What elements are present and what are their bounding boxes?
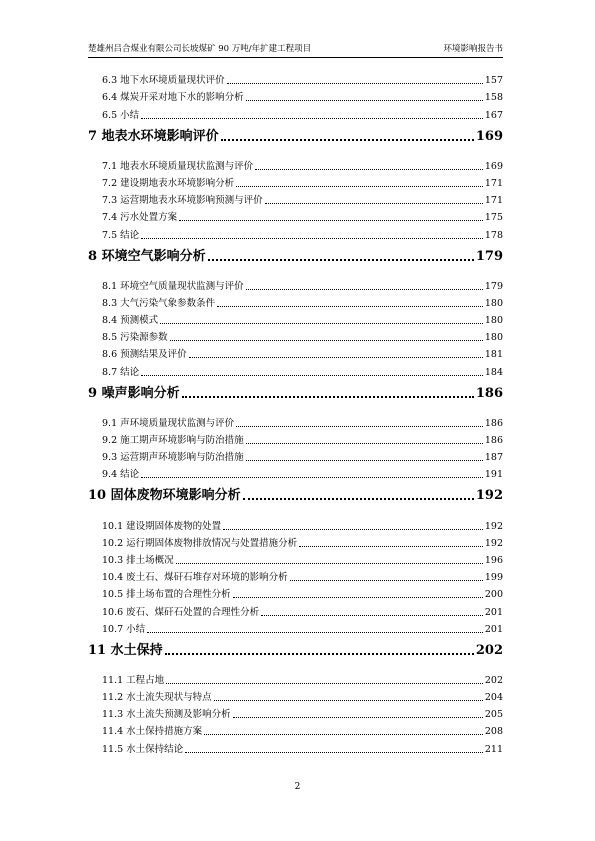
- dot-leader: [265, 203, 483, 204]
- running-header: [88, 42, 503, 58]
- toc-page-number: 211: [484, 743, 503, 755]
- toc-title: 11.5 水土保持结论: [102, 743, 184, 755]
- toc-page-number: 186: [484, 417, 503, 429]
- toc-page-number: 179: [484, 280, 503, 292]
- toc-title: 9.2 施工期声环境影响与防治措施: [102, 435, 244, 446]
- toc-entry[interactable]: [88, 361, 503, 378]
- toc-title: 9 噪声影响分析: [88, 385, 180, 401]
- dot-leader: [246, 289, 483, 290]
- toc-entry[interactable]: [88, 687, 503, 704]
- toc-entry[interactable]: [88, 70, 503, 87]
- toc-page-number: 202: [484, 674, 503, 686]
- toc-chapter[interactable]: [88, 383, 503, 413]
- table-of-contents: [88, 70, 503, 756]
- toc-entry[interactable]: [88, 447, 503, 464]
- toc-page-number: 208: [484, 726, 503, 738]
- toc-entry[interactable]: [88, 533, 503, 550]
- toc-entry[interactable]: [88, 619, 503, 636]
- dot-leader: [208, 259, 474, 261]
- dot-leader: [185, 752, 483, 753]
- dot-leader: [141, 375, 483, 376]
- toc-entry[interactable]: [88, 190, 503, 207]
- toc-page-number: 171: [484, 195, 503, 207]
- toc-entry[interactable]: [88, 515, 503, 532]
- dot-leader: [141, 238, 483, 239]
- toc-title: 10.6 废石、煤矸石处置的合理性分析: [102, 606, 260, 618]
- dot-leader: [233, 597, 483, 598]
- toc-page-number: 201: [484, 606, 503, 618]
- toc-entry[interactable]: [88, 567, 503, 584]
- dot-leader: [236, 426, 483, 427]
- toc-entry[interactable]: [88, 87, 503, 104]
- toc-title: 10.2 运行期固体废物排放情况与处置措施分析: [102, 537, 298, 549]
- toc-title: 7.5 结论: [102, 229, 140, 241]
- toc-title: 11.2 水土流失现状与特点: [102, 692, 212, 704]
- dot-leader: [246, 443, 483, 444]
- toc-page-number: 204: [484, 692, 503, 704]
- toc-title: 8.1 环境空气质量现状监测与评价: [102, 280, 244, 292]
- toc-title: 9.3 运营期声环境影响与防治措施: [102, 452, 244, 464]
- toc-title: 7.4 污水处置方案: [102, 212, 178, 224]
- toc-chapter[interactable]: [88, 126, 503, 156]
- dot-leader: [182, 396, 474, 398]
- toc-page-number: 199: [484, 572, 503, 584]
- toc-page-number: 186: [475, 385, 503, 401]
- page-number: 2: [294, 782, 301, 792]
- toc-chapter[interactable]: [88, 640, 503, 670]
- toc-page-number: 201: [484, 623, 503, 635]
- dot-leader: [223, 529, 483, 530]
- dot-leader: [170, 340, 483, 341]
- dot-leader: [246, 100, 483, 101]
- toc-title: 8.6 预测结果及评价: [102, 349, 187, 361]
- toc-entry[interactable]: [88, 413, 503, 430]
- toc-entry[interactable]: [88, 156, 503, 173]
- toc-entry[interactable]: [88, 430, 503, 447]
- toc-title: 9.4 结论: [102, 469, 140, 481]
- toc-title: 10.3 排土场概况: [102, 554, 174, 566]
- toc-title: 10.1 建设期固体废物的处置: [102, 520, 222, 532]
- toc-page-number: 169: [484, 160, 503, 172]
- toc-title: 11 水土保持: [88, 642, 163, 658]
- toc-page-number: 186: [484, 435, 503, 446]
- toc-title: 6.5 小结: [102, 109, 140, 121]
- toc-page-number: 192: [475, 488, 503, 504]
- toc-entry[interactable]: [88, 550, 503, 567]
- toc-title: 10.7 小结: [102, 623, 146, 635]
- toc-page-number: 196: [484, 554, 503, 566]
- toc-title: 11.1 工程占地: [102, 674, 165, 686]
- toc-title: 11.3 水土流失预测及影响分析: [102, 709, 231, 721]
- toc-entry[interactable]: [88, 464, 503, 481]
- toc-page-number: 175: [484, 212, 503, 224]
- toc-page-number: 181: [484, 349, 503, 361]
- toc-entry[interactable]: [88, 224, 503, 241]
- toc-page-number: 171: [484, 177, 503, 189]
- toc-page-number: 192: [484, 520, 503, 532]
- toc-entry[interactable]: [88, 704, 503, 721]
- toc-title: 9.1 声环境质量现状监测与评价: [102, 417, 235, 429]
- toc-page-number: 178: [484, 229, 503, 241]
- dot-leader: [236, 186, 483, 187]
- dot-leader: [227, 83, 483, 84]
- toc-title: 8.4 预测模式: [102, 315, 159, 327]
- toc-page-number: 180: [484, 315, 503, 327]
- dot-leader: [246, 460, 483, 461]
- toc-title: 7 地表水环境影响评价: [88, 128, 219, 144]
- toc-entry[interactable]: [88, 738, 503, 755]
- toc-title: 7.2 建设期地表水环境影响分析: [102, 177, 235, 189]
- dot-leader: [217, 306, 483, 307]
- toc-title: 11.4 水土保持措施方案: [102, 726, 203, 738]
- dot-leader: [261, 615, 483, 616]
- toc-page-number: 184: [484, 366, 503, 378]
- toc-title: 8.3 大气污染气象参数条件: [102, 297, 216, 309]
- toc-entry[interactable]: [88, 276, 503, 293]
- dot-leader: [299, 546, 483, 547]
- toc-page-number: 187: [484, 452, 503, 464]
- toc-page-number: 200: [484, 589, 503, 601]
- dot-leader: [214, 700, 483, 701]
- dot-leader: [141, 118, 483, 119]
- toc-page-number: 157: [484, 75, 503, 87]
- toc-title: 8.7 结论: [102, 366, 140, 378]
- toc-page-number: 180: [484, 332, 503, 344]
- dot-leader: [147, 632, 483, 633]
- toc-page-number: 167: [484, 109, 503, 121]
- toc-title: 8 环境空气影响分析: [88, 248, 206, 264]
- toc-title: 6.4 煤炭开采对地下水的影响分析: [102, 92, 244, 104]
- toc-page-number: 169: [475, 128, 503, 144]
- toc-entry[interactable]: [88, 173, 503, 190]
- toc-page-number: 158: [484, 92, 503, 104]
- dot-leader: [166, 683, 483, 684]
- dot-leader: [179, 220, 483, 221]
- toc-entry[interactable]: [88, 670, 503, 687]
- toc-chapter[interactable]: [88, 246, 503, 276]
- toc-entry[interactable]: [88, 584, 503, 601]
- dot-leader: [233, 717, 483, 718]
- toc-page-number: 191: [484, 469, 503, 481]
- header-project-title: 楚雄州吕合煤业有限公司长坡煤矿 90 万吨/年扩建工程项目: [88, 44, 312, 54]
- dot-leader: [255, 169, 483, 170]
- dot-leader: [165, 653, 474, 655]
- dot-leader: [141, 477, 483, 478]
- toc-page-number: 192: [484, 537, 503, 549]
- toc-page-number: 205: [484, 709, 503, 721]
- dot-leader: [290, 580, 483, 581]
- toc-entry[interactable]: [88, 293, 503, 310]
- toc-entry[interactable]: [88, 207, 503, 224]
- dot-leader: [189, 357, 483, 358]
- dot-leader: [204, 734, 483, 735]
- dot-leader: [176, 563, 483, 564]
- toc-title: 8.5 污染源参数: [102, 332, 168, 344]
- toc-entry[interactable]: [88, 721, 503, 738]
- toc-entry[interactable]: [88, 310, 503, 327]
- dot-leader: [160, 323, 483, 324]
- toc-title: 10.4 废土石、煤矸石堆存对环境的影响分析: [102, 572, 288, 584]
- toc-title: 10 固体废物环境影响分析: [88, 488, 241, 504]
- toc-entry[interactable]: [88, 601, 503, 618]
- toc-title: 7.3 运营期地表水环境影响预测与评价: [102, 195, 263, 207]
- toc-page-number: 179: [475, 248, 503, 264]
- toc-entry[interactable]: [88, 104, 503, 121]
- dot-leader: [243, 498, 474, 500]
- toc-entry[interactable]: [88, 344, 503, 361]
- toc-entry[interactable]: [88, 327, 503, 344]
- toc-title: 7.1 地表水环境质量现状监测与评价: [102, 160, 254, 172]
- toc-title: 10.5 排土场布置的合理性分析: [102, 589, 231, 601]
- toc-title: 6.3 地下水环境质量现状评价: [102, 75, 225, 87]
- toc-page-number: 202: [475, 642, 503, 658]
- toc-chapter[interactable]: [88, 485, 503, 515]
- dot-leader: [221, 139, 474, 141]
- toc-page-number: 180: [484, 297, 503, 309]
- header-document-type: 环境影响报告书: [443, 44, 503, 54]
